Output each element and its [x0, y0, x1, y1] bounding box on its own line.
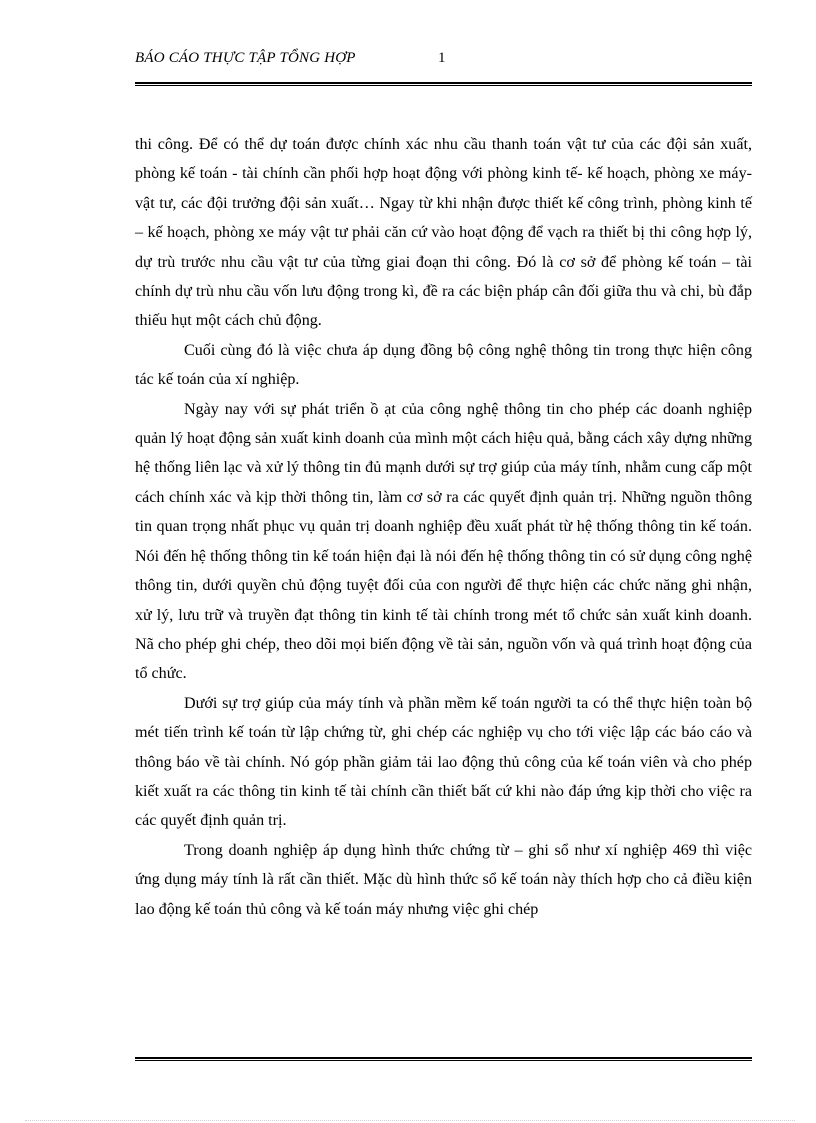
body-text [135, 130, 752, 924]
paragraph: Dưới sự trợ giúp của máy tính và phần mềm kế toán người ta có thể thực hiện toàn bộ mét tiến trình kế toán từ lập chứng từ, ghi chép các nghiệp vụ cho tới việc lập các báo cáo và thông báo về tài chính. Nó góp phần giảm tải lao động thủ công của kế toán viên và cho phép kiết xuất ra các thông tin kinh tế tài chính cần thiết bất cứ khi nào đáp ứng kịp thời cho việc ra các quyết định quản trị. [135, 694, 752, 830]
page-number: 1 [438, 50, 446, 66]
paragraph: Ngày nay với sự phát triển ồ ạt của công nghệ thông tin cho phép các doanh nghiệp quản lý hoạt động sản xuất kinh doanh của mình một cách hiệu quả, bằng cách xây dựng những hệ thống liên lạc và xử lý thông tin đủ mạnh dưới sự trợ giúp của máy tính, nhằm cung cấp một cách chính xác và kịp thời thông tin, làm cơ sở ra các quyết định quản trị. Những nguồn thông tin quan trọng nhất phục vụ quản trị doanh nghiệp đều xuất phát từ hệ thống thông tin kế toán. Nói đến hệ thống thông tin kế toán hiện đại là nói đến hệ thống thông tin có sử dụng công nghệ thông tin, dưới quyền chủ động tuyệt đối của con người để thực hiện các chức năng ghi nhận, xử lý, lưu trữ và truyền đạt thông tin kinh tế tài chính trong mét tổ chức sản xuất kinh doanh. Nã cho phép ghi chép, theo dõi mọi biến động về tài sản, nguồn vốn và quá trình hoạt động của tổ chức. [135, 400, 752, 683]
footer-rule [135, 1057, 752, 1061]
paragraph: Trong doanh nghiệp áp dụng hình thức chứng từ – ghi sổ như xí nghiệp 469 thì việc ứng dụng máy tính là rất cần thiết. Mặc dù hình thức sổ kế toán này thích hợp cho cả điều kiện lao động kế toán thủ công và kế toán máy nhưng việc ghi chép [135, 841, 752, 918]
header-rule [135, 82, 752, 86]
header-title: BÁO CÁO THỰC TẬP TỔNG HỢP [135, 50, 356, 66]
page-edge-dotted-line [25, 1120, 795, 1121]
page-header [135, 50, 750, 70]
paragraph: Cuối cùng đó là việc chưa áp dụng đồng bộ công nghệ thông tin trong thực hiện công tác kế toán của xí nghiệp. [135, 341, 752, 389]
paragraph: thi công. Để có thể dự toán được chính xác nhu cầu thanh toán vật tư của các đội sản xuất, phòng kế toán - tài chính cần phối hợp hoạt động với phòng kinh tế- kế hoạch, phòng xe máy- vật tư, các đội trưởng đội sản xuất… Ngay từ khi nhận được thiết kế công trình, phòng kinh tế – kế hoạch, phòng xe máy vật tư phải căn cứ vào hoạt động để vạch ra thiết bị thi công hợp lý, dự trù trước nhu cầu vật tư của từng giai đoạn thi công. Đó là cơ sở để phòng kế toán – tài chính dự trù nhu cầu vốn lưu động trong kì, đề ra các biện pháp cân đối giữa thu và chi, bù đắp thiếu hụt một cách chủ động. [135, 136, 752, 330]
